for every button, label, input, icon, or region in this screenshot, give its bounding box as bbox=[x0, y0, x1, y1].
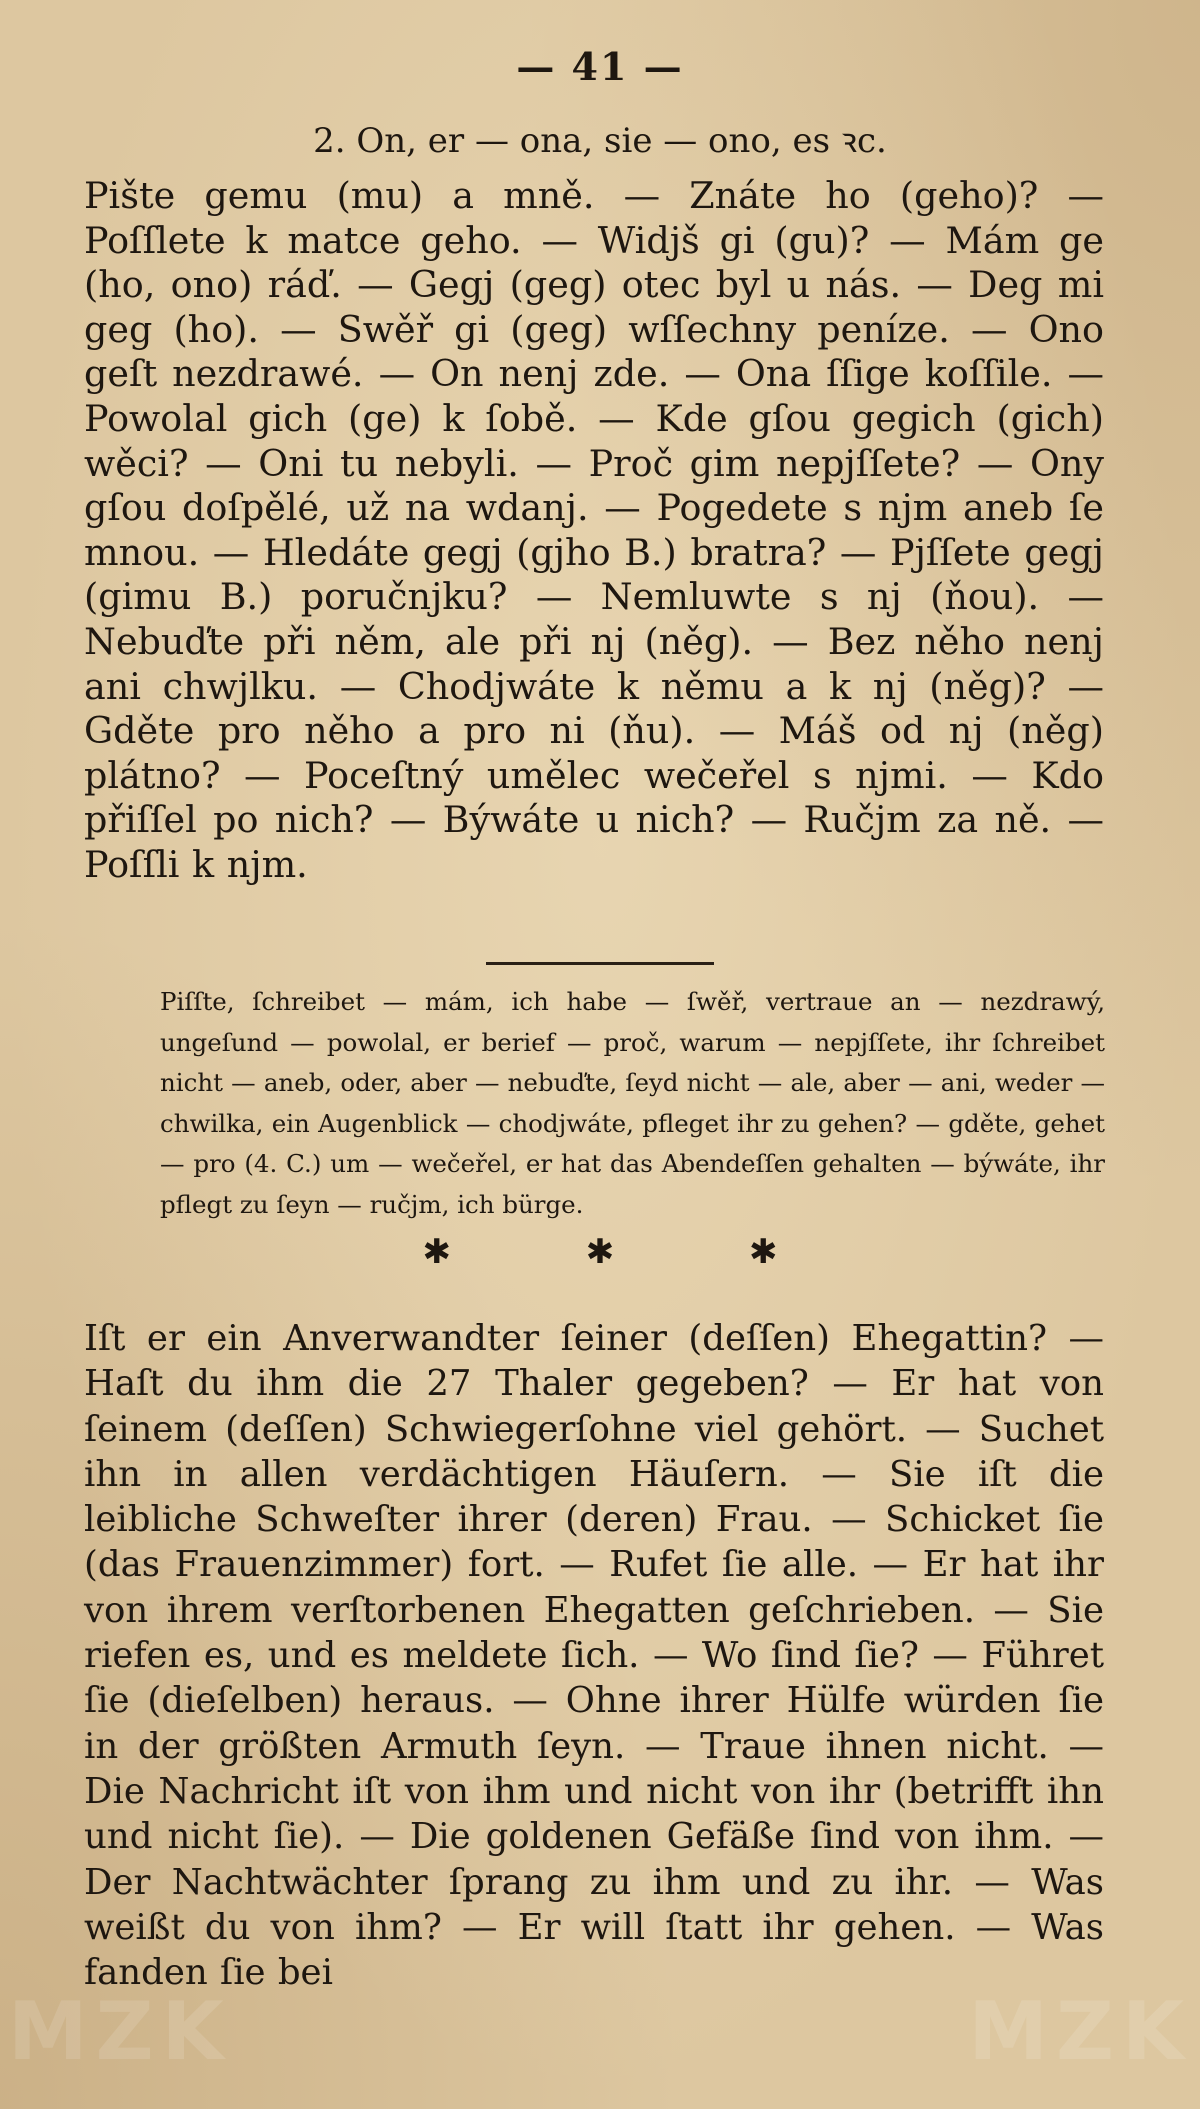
page-number: — 41 — bbox=[516, 44, 684, 89]
watermark-right: MZK bbox=[968, 1985, 1192, 2078]
asterism-separator: ✱ ✱ ✱ bbox=[422, 1232, 840, 1272]
watermark-left: MZK bbox=[8, 1985, 232, 2078]
czech-exercise-paragraph: Pište gemu (mu) a mně. — Znáte ho (geho)? — Poſſlete k matce geho. — Widjš gi (gu)? — Mám ge (ho, ono) ráď. — Gegj (geg) otec byl u nás. — Deg mi geg (ho). — Swěř gi (geg) wſſechny peníze. — Ono geſt nezdrawé. — On nenj zde. — Ona ſſige koſſile. — Powolal gich (ge) k ſobě. — Kde gſou gegich (gich) wěci? — Oni tu nebyli. — Proč gim nepjſſete? — Ony gſou doſpělé, už na wdanj. — Pogedete s njm aneb ſe mnou. — Hledáte gegj (gjho B.) bratra? — Pjſſete gegj (gimu B.) poručnjku? — Nemluwte s nj (ňou). — Nebuďte při něm, ale při nj (něg). — Bez něho nenj ani chwjlku. — Chodjwáte k němu a k nj (něg)? — Gděte pro něho a pro ni (ňu). — Máš od nj (něg) plátno? — Poceſtný umělec wečeřel s njmi. — Kdo přiſſel po nich? — Býwáte u nich? — Ručjm za ně. — Poſſli k njm. bbox=[84, 174, 1104, 886]
vocabulary-notes: Piſſte, ſchreibet — mám, ich habe — ſwěř, vertraue an — nezdrawý, ungeſund — powolal, er berief — proč, warum — nepjſſete, ihr ſchreibet nicht — aneb, oder, aber — nebuďte, ſeyd nicht — ale, aber — ani, weder — chwilka, ein Augenblick — chodjwáte, pfleget ihr zu gehen? — gděte, gehet — pro (4. C.) um — wečeřel, er hat das Abendeſſen gehalten — býwáte, ihr pflegt zu ſeyn — ručjm, ich bürge. bbox=[160, 987, 1105, 1219]
divider-rule bbox=[486, 962, 714, 965]
section-heading: 2. On, er — ona, sie — ono, es ꝛc. bbox=[313, 121, 887, 161]
german-exercise-paragraph: Iſt er ein Anverwandter ſeiner (deſſen) Ehegattin? — Haſt du ihm die 27 Thaler gegeben? — Er hat von ſeinem (deſſen) Schwiegerſohne viel gehört. — Suchet ihn in allen verdächtigen Häuſern. — Sie iſt die leibliche Schweſter ihrer (deren) Frau. — Schicket ſie (das Frauenzimmer) fort. — Rufet ſie alle. — Er hat ihr von ihrem verſtorbenen Ehegatten geſchrieben. — Sie riefen es, und es meldete ſich. — Wo ſind ſie? — Führet ſie (dieſelben) heraus. — Ohne ihrer Hülfe würden ſie in der größten Armuth ſeyn. — Traue ihnen nicht. — Die Nachricht iſt von ihm und nicht von ihr (betrifft ihn und nicht ſie). — Die goldenen Gefäße ſind von ihm. — Der Nachtwächter ſprang zu ihm und zu ihr. — Was weißt du von ihm? — Er will ſtatt ihr gehen. — Was fanden ſie bei bbox=[84, 1318, 1104, 1994]
